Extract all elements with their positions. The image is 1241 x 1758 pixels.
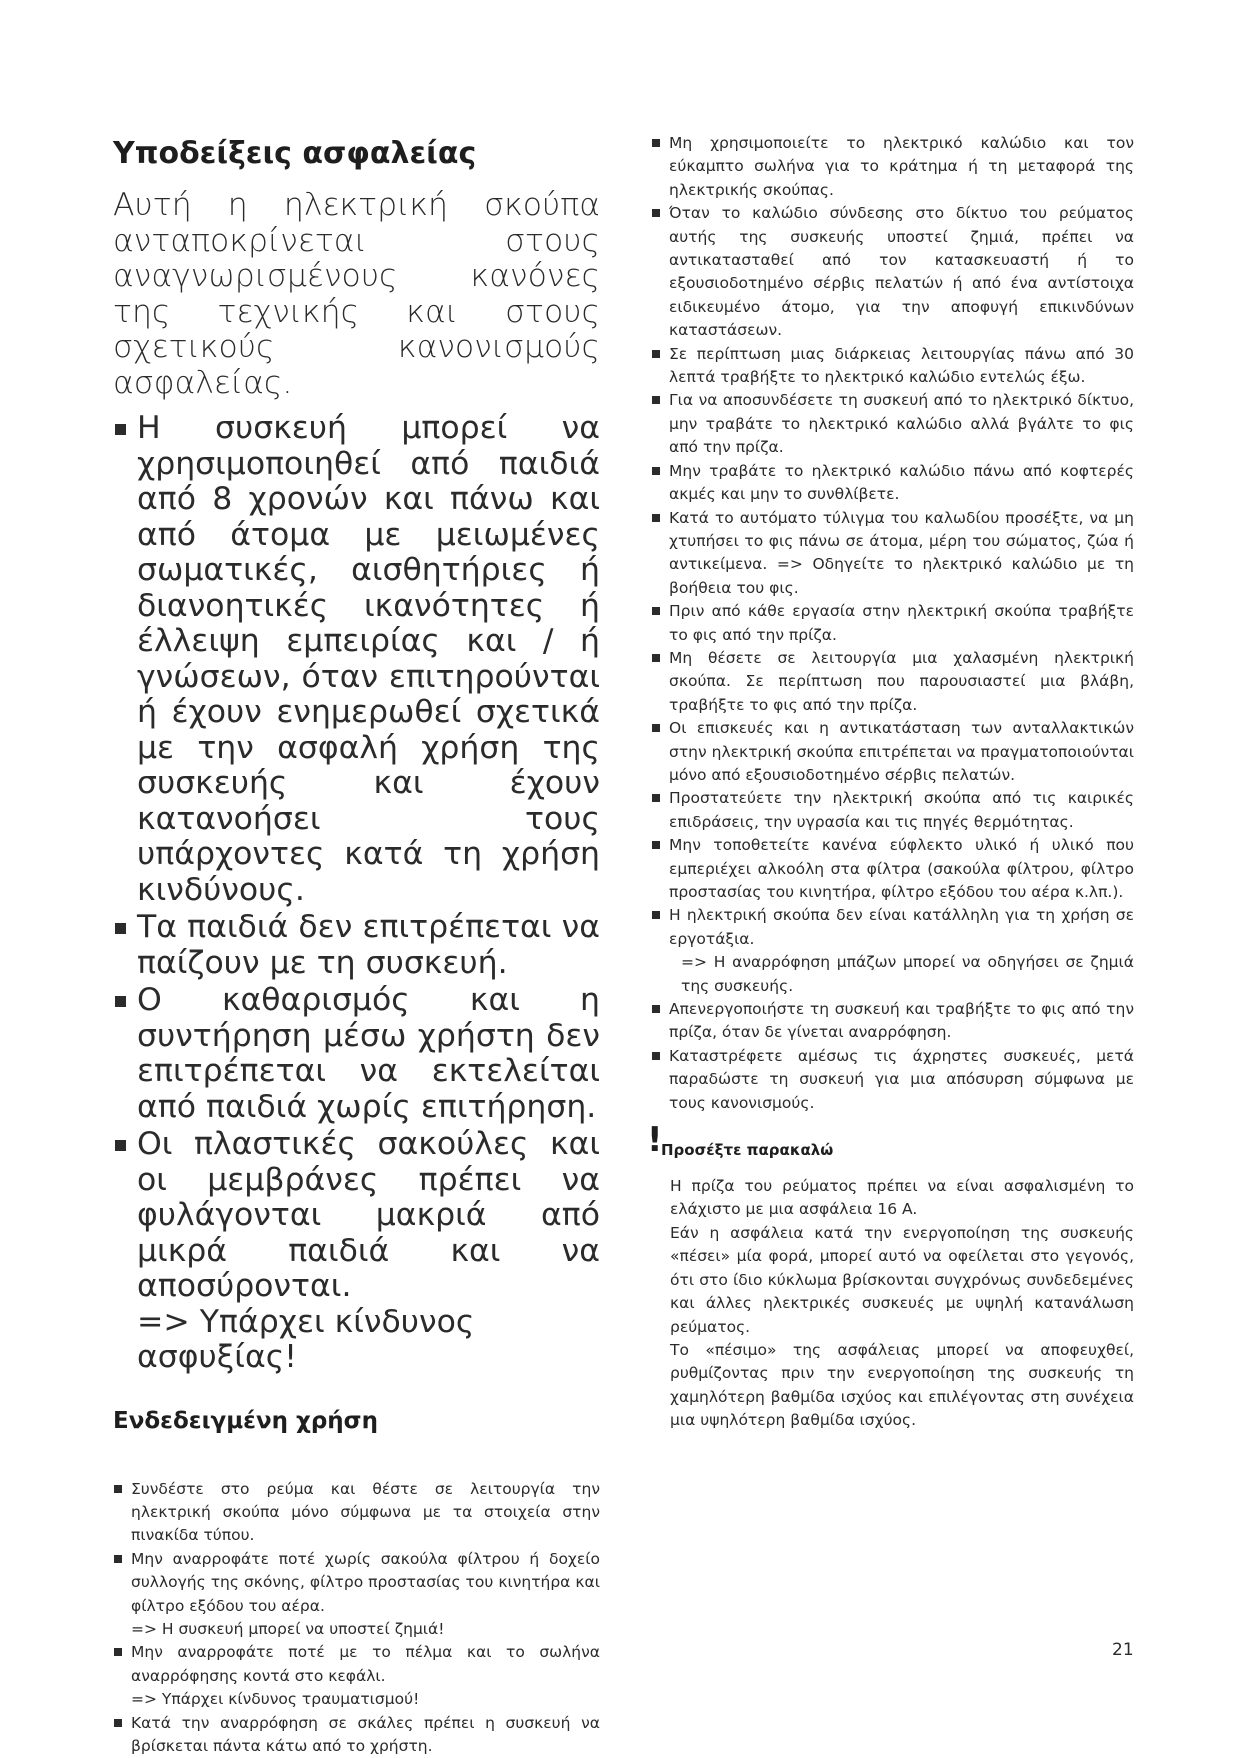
bullet-icon	[115, 1140, 126, 1151]
bullet-icon	[652, 209, 660, 217]
bullet-icon	[652, 350, 660, 358]
list-item: Συνδέστε στο ρεύμα και θέστε σε λειτουργία την ηλεκτρική σκούπα μόνο σύμφωνα με τα στοιχεία στην πινακίδα τύπου.	[113, 1478, 600, 1548]
attention-title: Προσέξτε παρακαλώ	[661, 1141, 833, 1159]
suffocation-warning: => Υπάρχει κίνδυνος ασφυξίας!	[137, 1305, 600, 1376]
bullet-icon	[114, 1648, 122, 1656]
bullet-icon	[652, 607, 660, 615]
bullet-icon	[652, 724, 660, 732]
attention-box	[651, 1131, 1134, 1161]
list-item: Κατά την αναρρόφηση σε σκάλες πρέπει η συσκευή να βρίσκεται πάντα κάτω από το χρήστη.	[113, 1712, 600, 1758]
list-item: Απενεργοποιήστε τη συσκευή και τραβήξτε το φις από την πρίζα, όταν δε γίνεται αναρρόφηση.	[651, 998, 1134, 1045]
bullet-icon	[114, 1719, 122, 1727]
list-item: Μη χρησιμοποιείτε το ηλεκτρικό καλώδιο και τον εύκαμπτο σωλήνα για το κράτημα ή τη μεταφορά της ηλεκτρικής σκούπας.	[651, 132, 1134, 202]
list-item: Πριν από κάθε εργασία στην ηλεκτρική σκούπα τραβήξτε το φις από την πρίζα.	[651, 600, 1134, 647]
bullet-icon	[115, 923, 126, 934]
bullet-icon	[115, 996, 126, 1007]
safety-rules-list	[651, 132, 1134, 1115]
list-item: Η συσκευή μπορεί να χρησιμοποιηθεί από παιδιά από 8 χρονών και πάνω και από άτομα με μειωμένες σωματικές, αισθητήριες ή διανοητικές ικανότητες ή έλλειψη εμπειρίας και / ή γνώσεων, όταν επιτηρούνται ή έχουν ενημερωθεί σχετικά με την ασφαλή χρήση της συσκευής και έχουν κατανοήσει τους υπάρχοντες κατά τη χρήση κινδύνους.	[113, 411, 600, 908]
intended-use-heading: Ενδεδειγμένη χρήση	[113, 1406, 600, 1436]
list-item: Καταστρέφετε αμέσως τις άχρηστες συσκευές, μετά παραδώστε τη συσκευή για μια απόσυρση σύμφωνα με τους κανονισμούς.	[651, 1045, 1134, 1115]
attention-paragraph: Η πρίζα του ρεύματος πρέπει να είναι ασφαλισμένη το ελάχιστο με μια ασφάλεια 16 A.	[670, 1175, 1134, 1222]
list-item: Όταν το καλώδιο σύνδεσης στο δίκτυο του ρεύματος αυτής της συσκευής υποστεί ζημιά, πρέπει να αντικατασταθεί από τον κατασκευαστή ή το εξουσιοδοτημένο σέρβις πελατών ή από ένα αντίστοιχα ειδικευμένο άτομο, για την αποφυγή επικινδύνων καταστάσεων.	[651, 202, 1134, 342]
bullet-icon	[652, 794, 660, 802]
safety-intro: Αυτή η ηλεκτρική σκούπα ανταποκρίνεται στους αναγνωρισμένους κανόνες της τεχνικής και στους σχετικούς κανονισμούς ασφαλείας.	[113, 188, 600, 401]
item-note: => Η συσκευή μπορεί να υποστεί ζημιά!	[131, 1618, 600, 1641]
list-item: Οι πλαστικές σακούλες και οι μεμβράνες πρέπει να φυλάγονται μακριά από μικρά παιδιά και να αποσύρονται. => Υπάρχει κίνδυνος ασφυξίας!	[113, 1127, 600, 1376]
attention-body	[651, 1175, 1134, 1432]
list-item: Μη θέσετε σε λειτουργία μια χαλασμένη ηλεκτρική σκούπα. Σε περίπτωση που παρουσιαστεί μια βλάβη, τραβήξτε το φις από την πρίζα.	[651, 647, 1134, 717]
list-item: Μην τοποθετείτε κανένα εύφλεκτο υλικό ή υλικό που εμπεριέχει αλκοόλη στα φίλτρα (σακούλα φίλτρου, φίλτρο προστασίας του κινητήρα, φίλτρο εξόδου του αέρα κ.λπ.).	[651, 834, 1134, 904]
right-column	[651, 132, 1134, 1433]
page-number: 21	[1112, 1640, 1134, 1660]
list-item: Οι επισκευές και η αντικατάσταση των ανταλλακτικών στην ηλεκτρική σκούπα επιτρέπεται να πραγματοποιούνται μόνο από εξουσιοδοτημένο σέρβις πελατών.	[651, 717, 1134, 787]
bullet-icon	[652, 841, 660, 849]
attention-paragraph: Το «πέσιμο» της ασφάλειας μπορεί να αποφευχθεί, ρυθμίζοντας πριν την ενεργοποίηση της συσκευής τη χαμηλότερη βαθμίδα ισχύος και επιλέγοντας στη συνέχεια μια υψηλότερη βαθμίδα ισχύος.	[670, 1339, 1134, 1433]
list-item: Ο καθαρισμός και η συντήρηση μέσω χρήστη δεν επιτρέπεται να εκτελείται από παιδιά χωρίς επιτήρηση.	[113, 983, 600, 1125]
intended-use-list	[113, 1478, 600, 1758]
safety-heading: Υποδείξεις ασφαλείας	[113, 132, 600, 176]
bullet-icon	[652, 1005, 660, 1013]
bullet-icon	[652, 139, 660, 147]
attention-paragraph: Εάν η ασφάλεια κατά την ενεργοποίηση της συσκευής «πέσει» μία φορά, μπορεί αυτό να οφείλεται στο γεγονός, ότι στο ίδιο κύκλωμα βρίσκονται συγχρόνως συνδεδεμένες και άλλες ηλεκτρικές συσκευές με υψηλή κατανάλωση ρεύματος.	[670, 1222, 1134, 1339]
list-item: Προστατεύετε την ηλεκτρική σκούπα από τις καιρικές επιδράσεις, την υγρασία και τις πηγές θερμότητας.	[651, 787, 1134, 834]
bullet-icon	[652, 396, 660, 404]
item-note: => Η αναρρόφηση μπάζων μπορεί να οδηγήσει σε ζημιά της συσκευής.	[669, 951, 1134, 998]
list-item: Η ηλεκτρική σκούπα δεν είναι κατάλληλη για τη χρήση σε εργοτάξια. => Η αναρρόφηση μπάζων μπορεί να οδηγήσει σε ζημιά της συσκευής.	[651, 904, 1134, 998]
safety-list	[113, 411, 600, 1376]
bullet-icon	[114, 1485, 122, 1493]
bullet-icon	[115, 424, 126, 435]
list-item: Μην αναρροφάτε ποτέ με το πέλμα και το σωλήνα αναρρόφησης κοντά στο κεφάλι. => Υπάρχει κίνδυνος τραυματισμού!	[113, 1641, 600, 1711]
bullet-icon	[652, 1052, 660, 1060]
list-item: Μην τραβάτε το ηλεκτρικό καλώδιο πάνω από κοφτερές ακμές και μην το συνθλίβετε.	[651, 460, 1134, 507]
left-column	[113, 132, 600, 1758]
list-item: Για να αποσυνδέσετε τη συσκευή από το ηλεκτρικό δίκτυο, μην τραβάτε το ηλεκτρικό καλώδιο αλλά βγάλτε το φις από την πρίζα.	[651, 389, 1134, 459]
bullet-icon	[652, 514, 660, 522]
list-item: Μην αναρροφάτε ποτέ χωρίς σακούλα φίλτρου ή δοχείο συλλογής της σκόνης, φίλτρο προστασίας του κινητήρα και φίλτρο εξόδου του αέρα. => Η συσκευή μπορεί να υποστεί ζημιά!	[113, 1548, 600, 1642]
list-item: Κατά το αυτόματο τύλιγμα του καλωδίου προσέξτε, να μη χτυπήσει το φις πάνω σε άτομα, μέρη του σώματος, ζώα ή αντικείμενα. => Οδηγείτε το ηλεκτρικό καλώδιο με τη βοήθεια του φις.	[651, 507, 1134, 601]
list-item: Τα παιδιά δεν επιτρέπεται να παίζουν με τη συσκευή.	[113, 910, 600, 981]
exclamation-icon: !	[647, 1121, 663, 1159]
bullet-icon	[114, 1555, 122, 1563]
item-note: => Υπάρχει κίνδυνος τραυματισμού!	[131, 1688, 600, 1711]
bullet-icon	[652, 911, 660, 919]
bullet-icon	[652, 467, 660, 475]
list-item: Σε περίπτωση μιας διάρκειας λειτουργίας πάνω από 30 λεπτά τραβήξτε το ηλεκτρικό καλώδιο εντελώς έξω.	[651, 343, 1134, 390]
bullet-icon	[652, 654, 660, 662]
